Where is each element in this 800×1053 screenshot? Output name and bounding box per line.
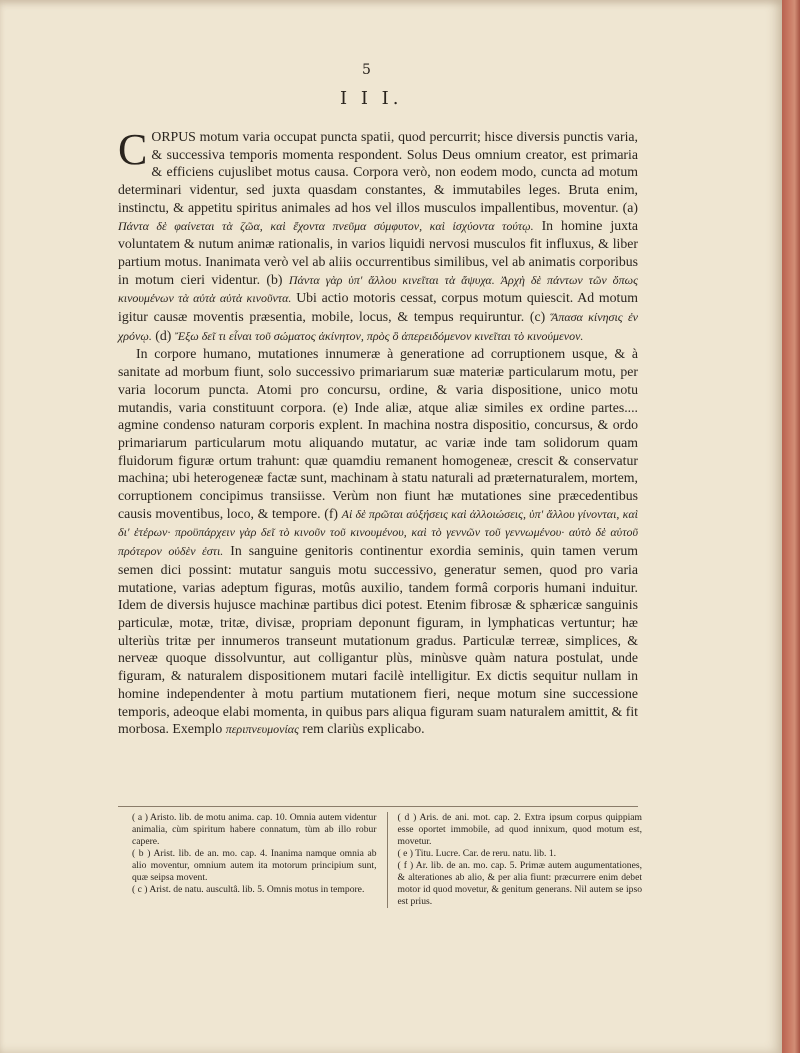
footnote-b: ( b ) Arist. lib. de an. mo. cap. 4. Inanima namque omnia ab alio moventur, omnium autem ita motorum principium sunt, quæ seipsa movent. [132, 848, 377, 883]
text-run: Ubi actio motoris cessat, corpus motum quiescit. Ad motum igitur causæ moventis præsentia, mobile, locus, & tempus requiruntur. (c) [118, 290, 638, 325]
page-edge [782, 0, 800, 1053]
main-text [118, 125, 639, 739]
greek-quotation: Πάντα δὲ φαίνεται τὰ ζῶα, καὶ ἔχοντα πνεῦμα σύμφυτον, καὶ ἰσχύοντα τούτῳ. [118, 218, 534, 233]
text-run: In corpore humano, mutationes innumeræ à generatione ad corruptionem usque, & à sanitate ad morbum fiunt, solo successivo primariarum suæ materiæ particularum motu, per varia locorum puncta. Atomi pro concursu, ordine, & varia dispositione, unico motu mutandis, varia constituunt corpora. (e) Inde aliæ, atque aliæ similes ex ordine partes.... agmine condenso naturam corporis explent. In machina nostra dispositio, concursus, & ordo primariarum particularum motu aliquando mutatur, ac variæ inde tam solidorum quam fluidorum figuræ ortum trahunt: quæ quamdiu remanent homogeneæ, crescit & conservatur machina; ubi heterogeneæ factæ sunt, machinam à statu naturali ad præternaturalem, mortem, corruptionem concipimus transiisse. Verùm non fiunt hæ mutationes sine præcedentibus causis moventibus, loco, & tempore. (f) [118, 346, 638, 521]
greek-quotation: Αἱ δὲ πρῶται αὐξήσεις καὶ ἀλλοιώσεις, ὑπ' ἄλλου γίνονται, καὶ δι' ἑτέρων· προϋπάρχειν γὰρ δεῖ τὸ κινοῦν τοῦ κινουμένου, καὶ τὸ γεννῶν τοῦ γεννωμένου· αὐτὸ δὲ αὑτοῦ πρότερον οὐδὲν ἐστι. [118, 506, 638, 559]
text-run: In sanguine genitoris continentur exordia seminis, quin tamen verum semen dici possint: mutatur sanguis motu successivo, generatur semen, quod pro varia mutatione, varias adeptum figuras, motûs auxilio, tandem formâ corporis humani induitur. Idem de diversis hujusce machinæ partibus dici potest. Etenim fibrosæ & sphæricæ sanguinis particulæ, motæ, tritæ, divisæ, propriam deponunt figuram, in lymphaticas vertuntur; hæ ulteriùs tritæ per innumeros transeunt mutationum gradus. Particulæ terreæ, simplices, & nerveæ quoque dissolvuntur, aut colligantur plùs, minùsve quàm natura postulat, unde figuram, & naturalem dispositionem mutari facilè intelligitur. Ex dictis sequitur nullam in homine independenter à motu partium mutationem fieri, neque motum sine successione temporis, adeoque elabi momenta, in quibus pars aliqua figuram suam naturalem amittit, & fit morbosa. Exemplo [118, 543, 638, 737]
footnotes-left [132, 812, 377, 908]
page-number: 5 [362, 62, 371, 78]
footnote-f: ( f ) Ar. lib. de an. mo. cap. 5. Primæ autem augumentationes, & alterationes ab alio, & per alia fiunt: præcurrere enim debet motor id quod movetur, & genitum generans. Nil autem se ipso est prius. [397, 860, 642, 907]
footnote-rule [118, 806, 638, 807]
footnote-column-divider [387, 812, 388, 908]
greek-quotation: Πάντα γὰρ ὑπ' ἄλλου κινεῖται τὰ ἄψυχα. Ἀρχὴ δὲ πάντων τῶν ὅπως κινουμένων τὰ αὐτὰ αὐτὰ κινοῦντα. [118, 272, 638, 306]
chapter-heading: I I I. [340, 88, 403, 109]
footnote-a: ( a ) Aristo. lib. de motu anima. cap. 10. Omnia autem videntur animalia, cùm spiritum habere connatum, tùm ab illo robur capere. [132, 812, 377, 847]
footnotes-right [398, 812, 643, 908]
greek-quotation: Ἅπασα κίνησις ἐν χρόνῳ. [118, 310, 639, 343]
footnote-d: ( d ) Aris. de ani. mot. cap. 2. Extra ipsum corpus quippiam esse oportet immobile, ad quod innixum, quod motum est, movetur. [397, 812, 642, 847]
greek-quotation: περιπνευμονίας [225, 722, 299, 737]
paragraph-2 [118, 345, 638, 738]
paragraph-1 [118, 125, 639, 345]
footnote-c: ( c ) Arist. de natu. auscultâ. lib. 5. Omnis motus in tempore. [132, 884, 365, 895]
text-run: (d) [151, 327, 175, 343]
footnotes [132, 812, 642, 908]
text-run: In homine juxta voluntatem & nutum animæ rationalis, in varios liquidi nervosi musculos fit influxus, & liber partium motus. Inanimata verò vel ab aliis occurrentibus similibus, vel ab animatis corporibus in motum cieri videntur. (b) [118, 217, 638, 287]
greek-quotation: Ἔξω δεῖ τι εἶναι τοῦ σώματος ἀκίνητον, πρὸς ὃ ἀπερειδόμενον κινεῖται τὸ κινούμενον. [174, 328, 584, 343]
drop-cap: C [118, 125, 148, 174]
text-run: rem clariùs explicabo. [298, 721, 425, 737]
paragraph-1-content [118, 125, 639, 343]
text-run: ORPUS motum varia occupat puncta spatii, quod percurrit; hisce diversis punctis varia, & successiva temporis momenta respondent. Solus Deus omnium creator, est primaria & efficiens cujuslibet motus causa. Corpora verò, non eodem modo, cuncta ad motum determinari videntur, sed juxta quasdam constantes, & immutabiles leges. Bruta enim, instinctu, & appetitu spiritus animales ad hos vel illos musculos impallentibus, moventur. (a) [118, 129, 638, 215]
footnote-e: ( e ) Titu. Lucre. Car. de reru. natu. lib. 1. [397, 848, 557, 859]
